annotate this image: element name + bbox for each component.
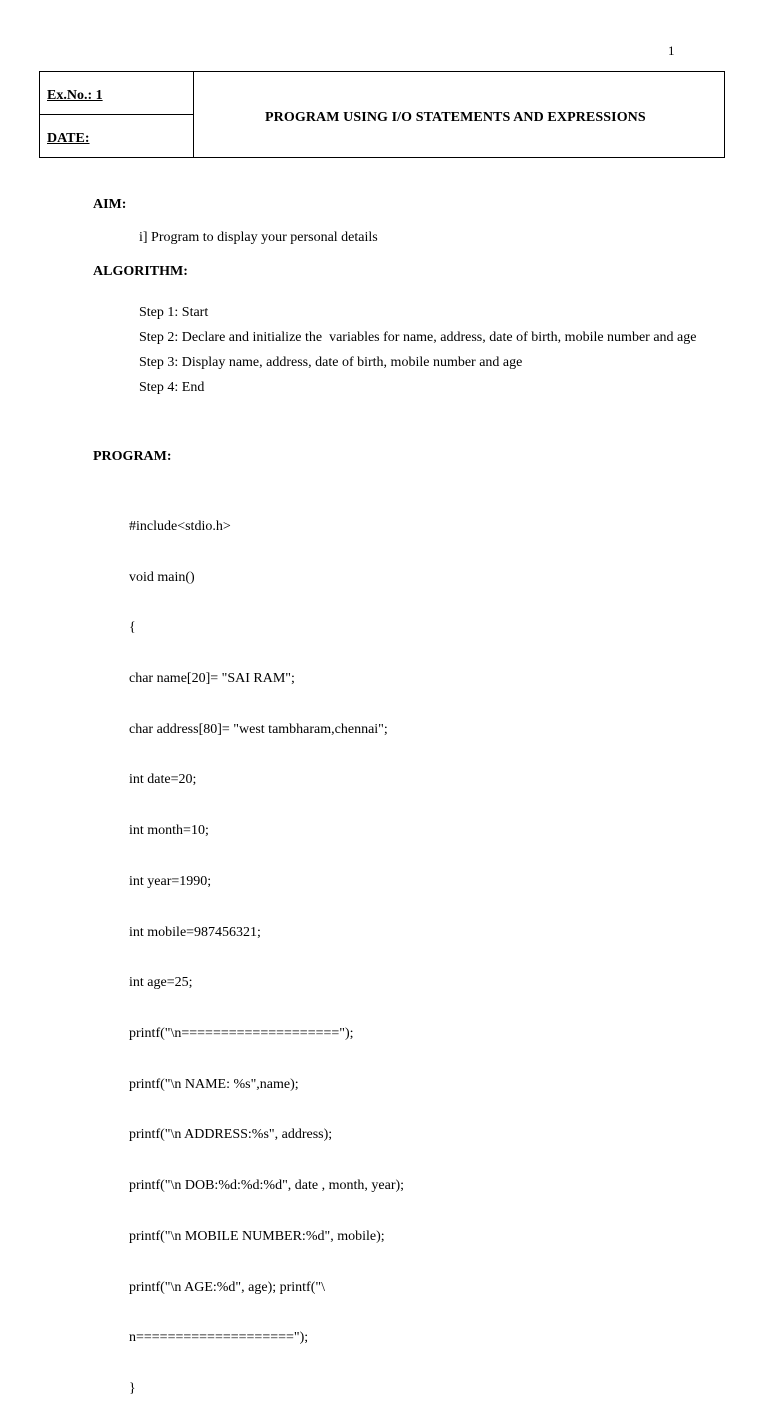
code-line: char name[20]= "SAI RAM";	[129, 670, 295, 686]
code-line: n====================");	[129, 1330, 309, 1346]
code-line: char address[80]= "west tambharam,chennai";	[129, 721, 388, 737]
algorithm-steps	[139, 300, 699, 400]
code-line: printf("\n MOBILE NUMBER:%d", mobile);	[129, 1228, 385, 1244]
code-line: int year=1990;	[129, 873, 212, 889]
code-line: printf("\n NAME: %s",name);	[129, 1076, 299, 1092]
document-title: PROGRAM USING I/O STATEMENTS AND EXPRESSIONS	[265, 110, 646, 125]
code-line: int age=25;	[129, 975, 193, 991]
program-code	[129, 485, 404, 1415]
code-line: #include<stdio.h>	[129, 518, 231, 534]
date-label: DATE:	[47, 131, 90, 146]
algorithm-step: Step 4: End	[139, 380, 205, 395]
code-line: int date=20;	[129, 772, 197, 788]
code-line: {	[129, 620, 136, 636]
algorithm-step: Step 3: Display name, address, date of birth, mobile number and age	[139, 355, 523, 370]
code-line: printf("\n DOB:%d:%d:%d", date , month, year);	[129, 1178, 405, 1194]
algorithm-step: Step 2: Declare and initialize the variables for name, address, date of birth, mobile number and age	[139, 330, 697, 345]
header-row-divider	[40, 114, 194, 115]
code-line: printf("\n AGE:%d", age); printf("\	[129, 1279, 325, 1295]
code-line: printf("\n ADDRESS:%s", address);	[129, 1127, 333, 1143]
code-line: int month=10;	[129, 823, 209, 839]
algorithm-step: Step 1: Start	[139, 305, 209, 320]
page-number: 1	[668, 43, 675, 58]
exercise-number: Ex.No.: 1	[47, 88, 103, 103]
program-heading: PROGRAM:	[93, 449, 172, 464]
algorithm-heading: ALGORITHM:	[93, 264, 188, 279]
aim-text: i] Program to display your personal details	[139, 230, 378, 245]
code-line: }	[129, 1381, 136, 1397]
aim-heading: AIM:	[93, 197, 127, 212]
header-table	[39, 71, 725, 158]
code-line: void main()	[129, 569, 195, 585]
code-line: int mobile=987456321;	[129, 924, 261, 940]
code-line: printf("\n====================");	[129, 1026, 354, 1041]
